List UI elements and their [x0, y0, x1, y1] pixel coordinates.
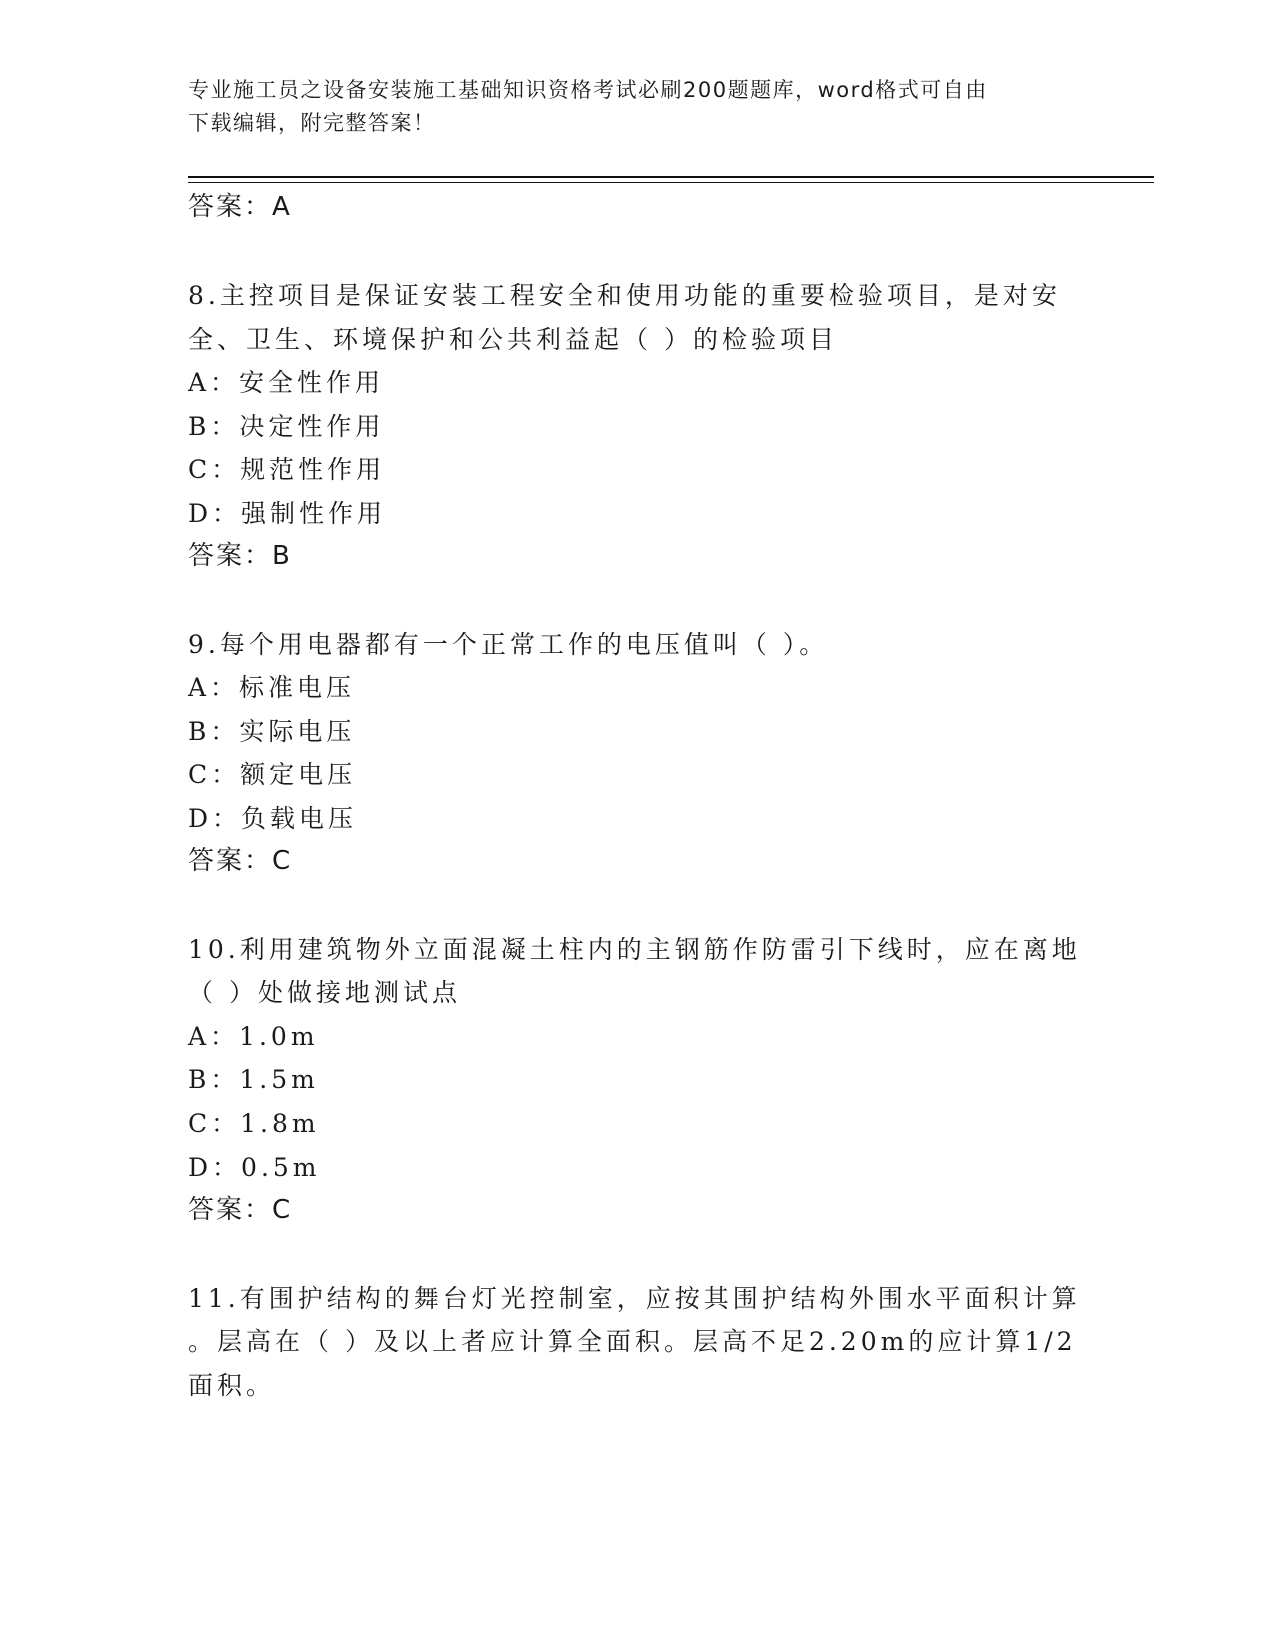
question-10-line-2: （ ）处做接地测试点: [188, 978, 461, 1007]
question-9-option-d: D：负载电压: [188, 804, 358, 833]
question-8-line-2: 全、卫生、环境保护和公共利益起（ ）的检验项目: [188, 325, 838, 354]
header-line-1: 专业施工员之设备安装施工基础知识资格考试必刷200题题库，word格式可自由: [188, 78, 988, 102]
question-8-line-1: 8.主控项目是保证安装工程安全和使用功能的重要检验项目，是对安: [188, 281, 1061, 310]
question-11-line-2: 。层高在（ ）及以上者应计算全面积。层高不足2.20m的应计算1/2: [188, 1327, 1077, 1356]
question-8-option-c: C：规范性作用: [188, 455, 386, 484]
question-10-answer: 答案：C: [188, 1195, 293, 1225]
header-line-2: 下载编辑，附完整答案！: [188, 111, 436, 135]
question-9-line-1: 9.每个用电器都有一个正常工作的电压值叫（ ）。: [188, 630, 829, 659]
question-10-option-a: A：1.0m: [188, 1022, 319, 1051]
question-10-line-1: 10.利用建筑物外立面混凝土柱内的主钢筋作防雷引下线时，应在离地: [188, 935, 1081, 964]
question-11-line-1: 11.有围护结构的舞台灯光控制室，应按其围护结构外围水平面积计算: [188, 1284, 1081, 1313]
question-9-option-a: A：标准电压: [188, 673, 356, 702]
previous-answer: 答案：A: [188, 192, 292, 222]
question-11-line-3: 面积。: [188, 1371, 276, 1400]
question-9-option-c: C：额定电压: [188, 760, 357, 789]
question-10-option-b: B：1.5m: [188, 1065, 319, 1094]
question-8-answer: 答案：B: [188, 541, 292, 571]
question-9-answer: 答案：C: [188, 846, 293, 876]
question-9-option-b: B：实际电压: [188, 717, 356, 746]
header-rule-thin: [188, 182, 1154, 183]
document-header: [188, 74, 1068, 140]
question-8-option-d: D：强制性作用: [188, 499, 387, 528]
header-rule-thick: [188, 176, 1154, 178]
question-10-option-c: C：1.8m: [188, 1109, 320, 1138]
question-10-option-d: D：0.5m: [188, 1153, 321, 1182]
question-8-option-a: A：安全性作用: [188, 368, 385, 397]
question-8-option-b: B：决定性作用: [188, 412, 385, 441]
